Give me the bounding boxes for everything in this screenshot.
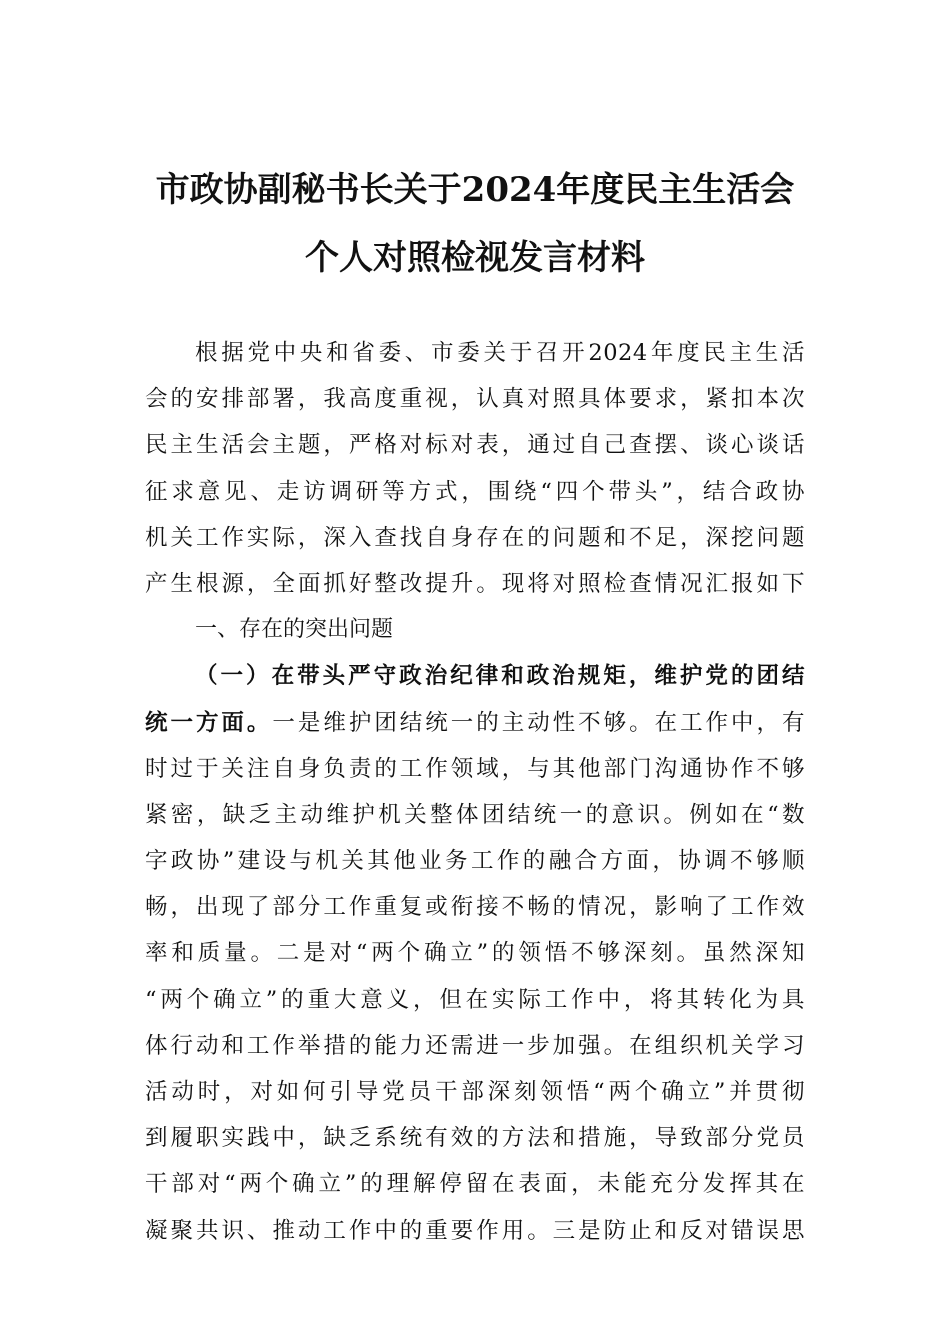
document-title-line-1: 市政协副秘书长关于2024年度民主生活会 bbox=[155, 170, 795, 210]
section-heading-problems: 一、存在的突出问题 bbox=[195, 617, 394, 643]
document-title-line-2: 个人对照检视发言材料 bbox=[305, 238, 645, 278]
subsection-paragraph-line: 活动时，对如何引导党员干部深刻领悟“两个确立”并贯彻 bbox=[145, 1079, 805, 1105]
subsection-paragraph-line: 紧密，缺乏主动维护机关整体团结统一的意识。例如在“数 bbox=[145, 801, 805, 828]
subsection-paragraph-line: “两个确立”的重大意义，但在实际工作中，将其转化为具 bbox=[145, 986, 805, 1013]
subsection-heading-line-2: 统一方面。 bbox=[145, 709, 273, 736]
subsection-paragraph-line: 率和质量。二是对“两个确立”的领悟不够深刻。虽然深知 bbox=[145, 940, 805, 967]
document-body bbox=[145, 330, 805, 1254]
subsection-paragraph-line: 干部对“两个确立”的理解停留在表面，未能充分发挥其在 bbox=[145, 1171, 805, 1198]
subsection-heading-line-1: （一）在带头严守政治纪律和政治规矩，维护党的团结 bbox=[195, 663, 805, 690]
subsection-paragraph-line: 时过于关注自身负责的工作领域，与其他部门沟通协作不够 bbox=[145, 755, 805, 782]
subsection-paragraph-line: 到履职实践中，缺乏系统有效的方法和措施，导致部分党员 bbox=[145, 1125, 805, 1152]
intro-paragraph-line: 民主生活会主题，严格对标对表，通过自己查摆、谈心谈话 bbox=[145, 432, 805, 459]
subsection-paragraph-line: 体行动和工作举措的能力还需进一步加强。在组织机关学习 bbox=[145, 1032, 805, 1059]
subsection-paragraph-line: 畅，出现了部分工作重复或衔接不畅的情况，影响了工作效 bbox=[145, 894, 805, 921]
intro-paragraph-line: 根据党中央和省委、市委关于召开2024年度民主生活 bbox=[195, 340, 805, 366]
intro-paragraph-line: 产生根源，全面抓好整改提升。现将对照检查情况汇报如下 bbox=[145, 570, 805, 597]
subsection-paragraph-line: 凝聚共识、推动工作中的重要作用。三是防止和反对错误思 bbox=[145, 1217, 805, 1244]
subsection-paragraph-line bbox=[145, 700, 805, 746]
intro-paragraph-line: 征求意见、走访调研等方式，围绕“四个带头”，结合政协 bbox=[145, 478, 805, 505]
intro-paragraph-line: 机关工作实际，深入查找自身存在的问题和不足，深挖问题 bbox=[145, 524, 805, 551]
subsection-text-start: 一是维护团结统一的主动性不够。在工作中，有 bbox=[272, 709, 805, 736]
subsection-paragraph-line: 字政协”建设与机关其他业务工作的融合方面，协调不够顺 bbox=[145, 848, 805, 875]
intro-paragraph-line: 会的安排部署，我高度重视，认真对照具体要求，紧扣本次 bbox=[145, 386, 805, 413]
